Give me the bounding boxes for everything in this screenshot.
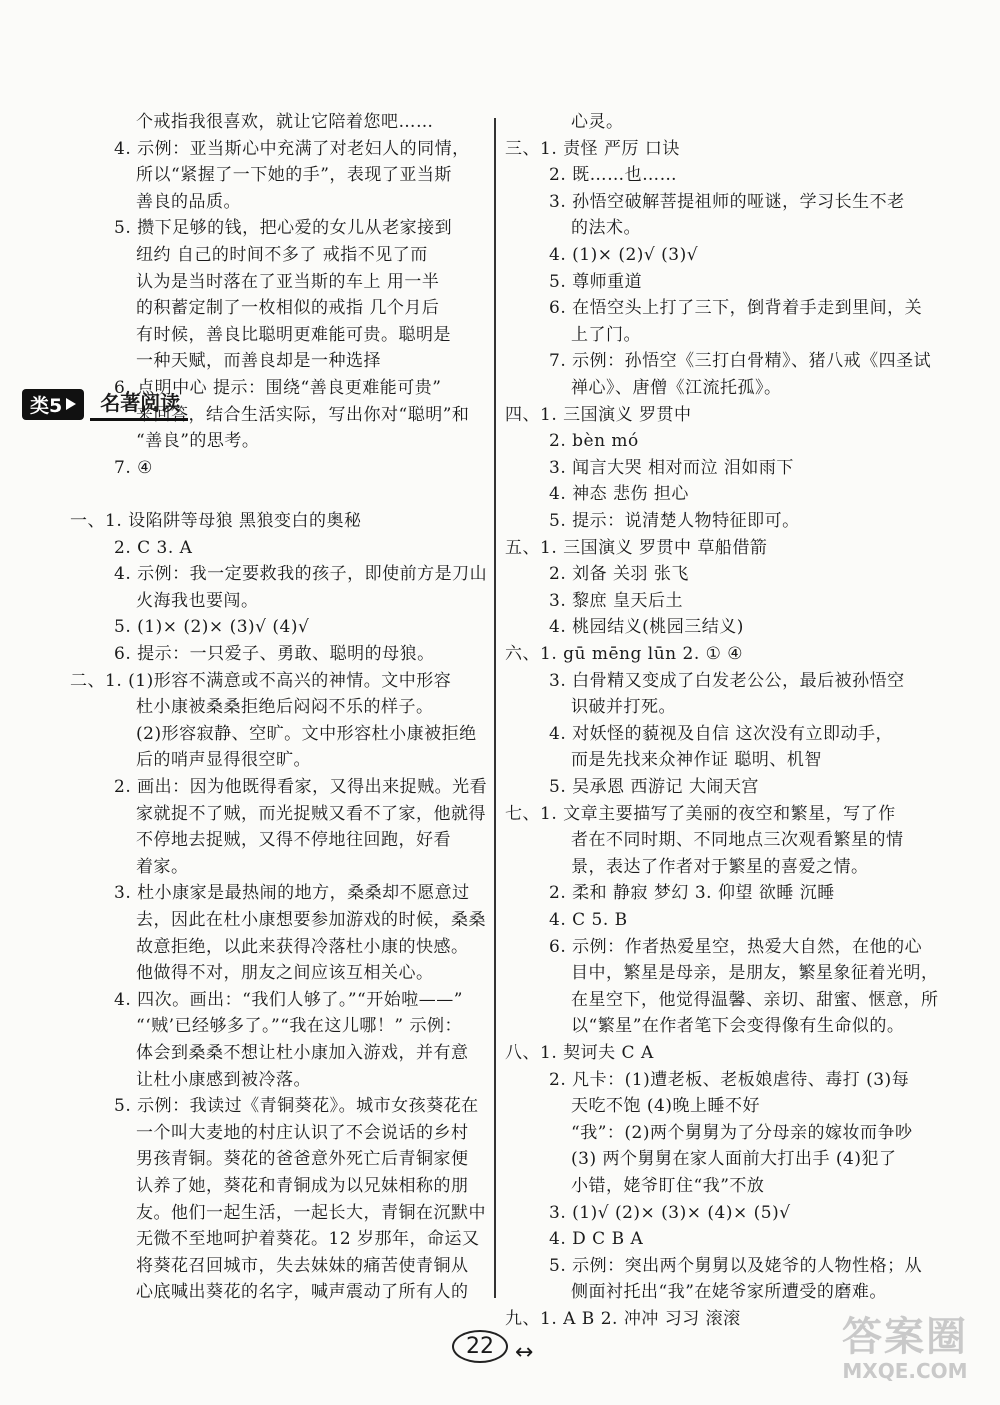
answer-line: 4. D C B A	[549, 1229, 644, 1250]
answer-line: 3. 孙悟空破解菩提祖师的哑谜，学习长生不老	[549, 191, 905, 212]
answer-line: 一个叫大麦地的村庄认识了不会说话的乡村	[136, 1122, 469, 1143]
answer-line: 5. 吴承恩 西游记 大闹天宫	[549, 777, 759, 797]
answer-line: 禅心》、唐僧《江流托孤》。	[571, 378, 782, 398]
answer-line: 4. (1)× (2)√ (3)√	[549, 245, 699, 265]
answer-line: 来回答，结合生活实际，写出你对“聪明”和	[136, 404, 470, 425]
answer-line: 目中，繁星是母亲，是朋友，繁星象征着光明，	[571, 963, 939, 984]
answer-line: 火海我也要闯。	[136, 590, 259, 611]
answer-line: 友。他们一起生活，一起长大，青铜在沉默中	[136, 1202, 486, 1223]
answer-line: 2. 凡卡：(1)遭老板、老板娘虐待、毒打 (3)每	[549, 1069, 910, 1090]
answer-line: 一种天赋，而善良却是一种选择	[136, 351, 381, 372]
answer-line: 小错，姥爷盯住“我”不放	[571, 1176, 765, 1196]
answer-line: 杜小康被桑桑拒绝后闷闷不乐的样子。	[136, 697, 434, 718]
answer-line: 无微不至地呵护着葵花。12 岁那年，命运又	[136, 1229, 480, 1250]
answer-line: 识破并打死。	[571, 697, 676, 718]
answer-line: 后的哨声显得很空旷。	[136, 750, 311, 771]
answer-line: 4. C 5. B	[549, 910, 628, 930]
answer-line: 3. 闻言大哭 相对而泣 泪如雨下	[549, 457, 794, 478]
answer-line: 让杜小康感到被冷落。	[136, 1069, 311, 1090]
answer-line: 三、1. 责怪 严厉 口诀	[505, 138, 680, 159]
answer-line: 八、1. 契诃夫 C A	[505, 1043, 654, 1063]
section-tag	[22, 389, 84, 420]
answer-line: 景，表达了作者对于繁星的喜爱之情。	[571, 856, 869, 877]
answer-line: 4. 示例：亚当斯心中充满了对老妇人的同情，	[114, 138, 470, 159]
answer-line: 5. 提示：说清楚人物特征即可。	[549, 511, 800, 531]
answer-line: 纽约 自己的时间不多了 戒指不见了而	[136, 245, 428, 265]
answer-line: 4. 对妖怪的藐视及自信 这次没有立即动手，	[549, 723, 894, 744]
answer-line: 3. 杜小康家是最热闹的地方，桑桑却不愿意过	[114, 883, 470, 904]
answer-line: 心底喊出葵花的名字，喊声震动了所有人的	[136, 1282, 469, 1303]
answer-line: 2. 画出：因为他既得看家，又得出来捉贼。光看	[114, 777, 488, 797]
answer-line: 有时候，善良比聪明更难能可贵。聪明是	[136, 324, 451, 345]
answer-line: 4. 神态 悲伤 担心	[549, 484, 689, 505]
watermark	[830, 1315, 980, 1385]
answer-line: “善良”的思考。	[136, 431, 260, 452]
answer-line: 3. 黎庶 皇天后土	[549, 590, 684, 611]
answer-line: 3. 白骨精又变成了白发老公公，最后被孙悟空	[549, 670, 905, 691]
answer-line: 6. 点明中心 提示：围绕“善良更难能可贵”	[114, 378, 442, 398]
answer-line: 所以“紧握了一下她的手”，表现了亚当斯	[136, 165, 452, 186]
answer-line: 四、1. 三国演义 罗贯中	[505, 404, 692, 425]
answer-line: (3) 两个舅舅在家人面前大打出手 (4)犯了	[571, 1149, 897, 1170]
answer-line: 九、1. A B 2. 冲冲 习习 滚滚	[505, 1309, 741, 1329]
answer-line: 4. 四次。画出：“我们人够了。”“开始啦——”	[114, 989, 463, 1010]
tag-arrow-icon	[66, 398, 76, 410]
answer-line: 上了门。	[571, 324, 641, 345]
section-banner	[22, 388, 188, 420]
answer-line: 6. 提示：一只爱子、勇敢、聪明的母狼。	[114, 644, 435, 664]
watermark-logo-text: 答案圈	[842, 1314, 968, 1360]
answer-line: 认为是当时落在了亚当斯的车上 用一半	[136, 271, 440, 292]
answer-line: 2. C 3. A	[114, 537, 193, 558]
answer-line: 者在不同时期、不同地点三次观看繁星的情	[571, 830, 904, 851]
answer-line: 家就捉不了贼，而光捉贼又看不了家，他就得	[136, 803, 486, 824]
answer-line: 7. 示例：孙悟空《三打白骨精》、猪八戒《四圣试	[549, 351, 932, 372]
answer-line: (2)形容寂静、空旷。文中形容杜小康被拒绝	[136, 723, 477, 744]
answer-line: 2. 既……也……	[549, 165, 678, 186]
answer-line: 男孩青铜。葵花的爸爸意外死亡后青铜家便	[136, 1149, 469, 1170]
answer-line: 七、1. 文章主要描写了美丽的夜空和繁星，写了作	[505, 803, 896, 824]
answer-line: 5. 示例：我读过《青铜葵花》。城市女孩葵花在	[114, 1096, 479, 1117]
answer-line: 一、1. 设陷阱等母狼 黑狼变白的奥秘	[70, 511, 362, 531]
answer-line: 2. 柔和 静寂 梦幻 3. 仰望 欲睡 沉睡	[549, 883, 835, 904]
answer-line: 5. 尊师重道	[549, 271, 643, 292]
answer-line: 4. 示例：我一定要救我的孩子，即使前方是刀山	[114, 564, 488, 585]
answer-line: 去，因此在杜小康想要参加游戏的时候，桑桑	[136, 910, 486, 930]
answer-line: 5. 攒下足够的钱，把心爱的女儿从老家接到	[114, 218, 453, 239]
answer-line: 的积蓄定制了一枚相似的戒指 几个月后	[136, 298, 440, 319]
answer-line: 2. 刘备 关羽 张飞	[549, 564, 689, 585]
section-title: 名著阅读	[90, 387, 188, 421]
answer-line: 二、1. (1)形容不满意或不高兴的神情。文中形容	[70, 670, 452, 691]
answer-line: 着家。	[136, 856, 189, 877]
watermark-url: MXQE.COM	[842, 1359, 968, 1383]
answer-line: 将葵花召回城市，失去妹妹的痛苦使青铜从	[136, 1255, 469, 1276]
answer-line: 不停地去捉贼，又得不停地往回跑，好看	[136, 830, 451, 851]
answer-line: “我”：(2)两个舅舅为了分母亲的嫁妆而争吵	[571, 1122, 913, 1143]
answer-line: 7. ④	[114, 457, 153, 478]
answer-line: 4. 桃园结义(桃园三结义)	[549, 617, 744, 638]
answer-line: 6. 在悟空头上打了三下，倒背着手走到里间，关	[549, 298, 923, 319]
answer-line: 故意拒绝，以此来获得冷落杜小康的快感。	[136, 936, 469, 957]
answer-line: 天吃不饱 (4)晚上睡不好	[571, 1096, 760, 1117]
answer-line: 体会到桑桑不想让杜小康加入游戏，并有意	[136, 1043, 469, 1063]
answer-line: 6. 示例：作者热爱星空，热爱大自然，在他的心	[549, 936, 923, 957]
page-number: 22	[452, 1330, 508, 1363]
answer-line: 善良的品质。	[136, 191, 241, 212]
section-tag-label: 类5	[30, 394, 63, 417]
answer-line: 认养了她，葵花和青铜成为以兄妹相称的朋	[136, 1176, 469, 1196]
answer-line: 2. bèn mó	[549, 431, 639, 452]
answer-line: “‘贼’已经够多了。”“我在这儿哪！” 示例：	[136, 1016, 462, 1037]
answer-line: 侧面衬托出“我”在姥爷家所遭受的磨难。	[571, 1282, 887, 1303]
next-page-arrow-icon: ↔	[515, 1340, 534, 1365]
column-divider	[494, 118, 496, 1298]
answer-line: 3. (1)√ (2)× (3)× (4)× (5)√	[549, 1202, 791, 1223]
answer-line: 六、1. gū mēng lūn 2. ① ④	[505, 644, 744, 664]
answer-line: 他做得不对，朋友之间应该互相关心。	[136, 963, 434, 984]
answer-line: 五、1. 三国演义 罗贯中 草船借箭	[505, 537, 768, 558]
answer-line: 心灵。	[571, 112, 624, 132]
answer-line: 以“繁星”在作者笔下会变得像有生命似的。	[571, 1016, 905, 1037]
answer-line: 在星空下，他觉得温馨、亲切、甜蜜、惬意，所	[571, 989, 939, 1010]
answer-line: 而是先找来众神作证 聪明、机智	[571, 750, 822, 771]
answer-line: 5. (1)× (2)× (3)√ (4)√	[114, 617, 310, 638]
answer-line: 的法术。	[571, 218, 641, 239]
answer-line: 个戒指我很喜欢，就让它陪着您吧……	[136, 112, 434, 132]
answer-line: 5. 示例：突出两个舅舅以及姥爷的人物性格；从	[549, 1255, 923, 1276]
